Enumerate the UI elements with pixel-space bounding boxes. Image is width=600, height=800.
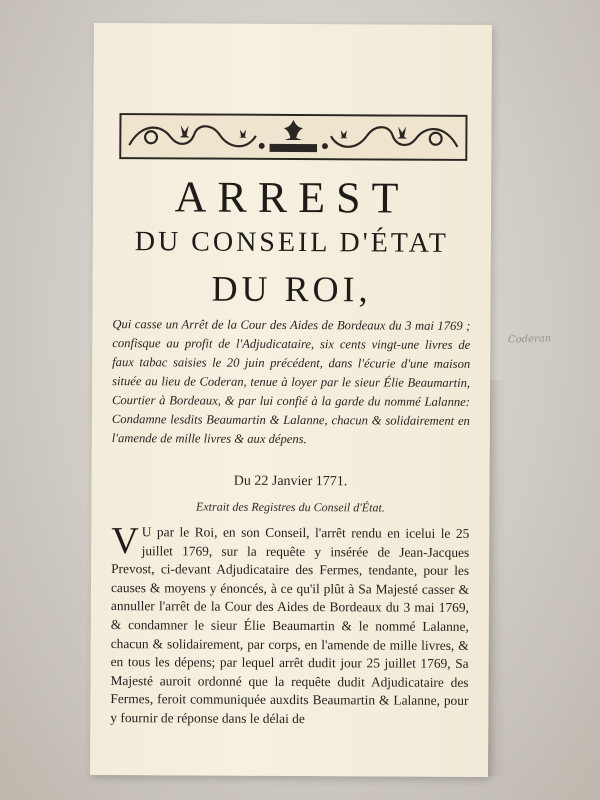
body-paragraph [110,520,470,729]
margin-pencil-note: Coderan [507,333,552,346]
document-subtitle-roi: DU ROI, [211,268,372,310]
body-text: U par le Roi, en son Conseil, l'arrêt rendu en icelui le 25 juillet 1769, sur la requête y insérée de Jean-Jacques Prevost, ci-devant Adjudicataire des Fermes, tendante, pour les causes & moyens y énoncés, à ce qu'il plût à Sa Majesté casser & annuller l'arrêt de la Cour des Aides de Bordeaux du 3 mai 1769, & condamner le sieur Élie Beaumartin & le nommé Lalanne, chacun & solidairement, par corps, en l'amende de mille livres, & en tous les dépens; par lequel arrêt dudit jour 25 juillet 1769, Sa Majesté auroit ordonné que la requête dudit Adjudicataire des Fermes, feroit communiquée auxdits Beaumartin & Lalanne, pour y fournir de réponse dans le délai de [110,524,470,727]
document-page [90,23,492,777]
register-extract-line: Extrait des Registres du Conseil d'État. [196,499,385,515]
document-title: ARREST [174,172,410,223]
document-subtitle: DU CONSEIL D'ÉTAT [134,226,449,259]
drop-cap: V [111,520,139,563]
document-date: Du 22 Janvier 1771. [233,473,348,490]
decorative-headpiece-icon [119,113,467,161]
summary-paragraph: Qui casse un Arrêt de la Cour des Aides de Bordeaux du 3 mai 1769 ; confisque au profit de l'Adjudicataire, six cents vingt-une livres de faux tabac saisies le 20 juin précédent, dans l'écurie d'une maison située au lieu de Coderan, tenue à loyer par le sieur Élie Beaumartin, Courtier à Bordeaux, & par lui confié à la garde du nommé Lalanne: Condamne lesdits Beaumartin & Lalanne, chacun & solidairement en l'amende de mille livres & aux dépens. [111,317,471,447]
